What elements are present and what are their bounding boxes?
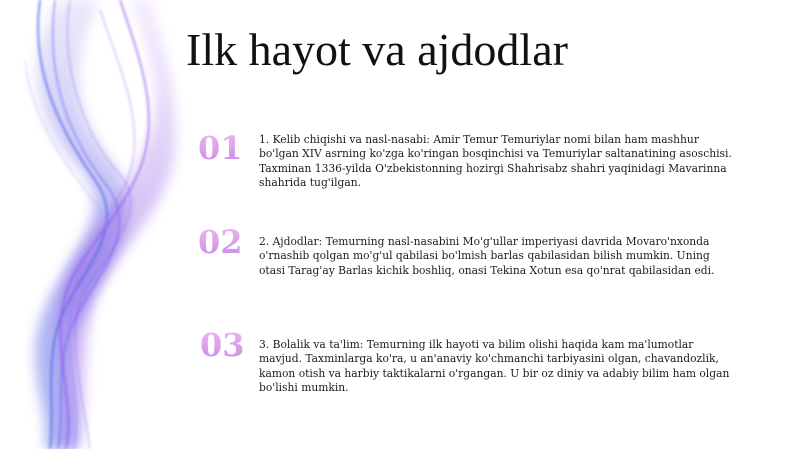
item-text-01: 1. Kelib chiqishi va nasl-nasabi: Amir Temur Temuriylar nomi bilan ham mashhur bo'lgan XIV asrning ko'zga ko'ringan bosqinchisi va Temuriylar saltanatining asoschisi. Taxminan 1336-yilda O'zbekistonning hozirgi Shahrisabz shahri yaqinidagi Mavarinna shahrida tug'ilgan. <box>259 133 732 189</box>
purple-smoke-decoration <box>0 0 200 449</box>
item-number-03: 03 <box>200 327 250 363</box>
item-text-02: 2. Ajdodlar: Temurning nasl-nasabini Mo'g'ullar imperiyasi davrida Movaro'nxonda o'rnashib qolgan mo'g'ul qabilasi bo'lmish barlas qabilasidan bilish mumkin. Uning otasi Tarag'ay Barlas kichik boshliq, onasi Tekina Xotun esa qo'nrat qabilasidan edi. <box>259 235 715 277</box>
slide-title: Ilk hayot va ajdodlar <box>186 24 568 75</box>
item-text-03: 3. Bolalik va ta'lim: Temurning ilk hayoti va bilim olishi haqida kam ma'lumotlar mavjud. Taxminlarga ko'ra, u an'anaviy ko'chmanchi tarbiyasini olgan, chavandozlik, kamon otish va harbiy taktikalarni o'rgangan. U bir oz diniy va adabiy bilim ham olgan bo'lishi mumkin. <box>259 338 730 394</box>
item-number-02: 02 <box>198 224 248 260</box>
item-number-01: 01 <box>198 130 248 166</box>
